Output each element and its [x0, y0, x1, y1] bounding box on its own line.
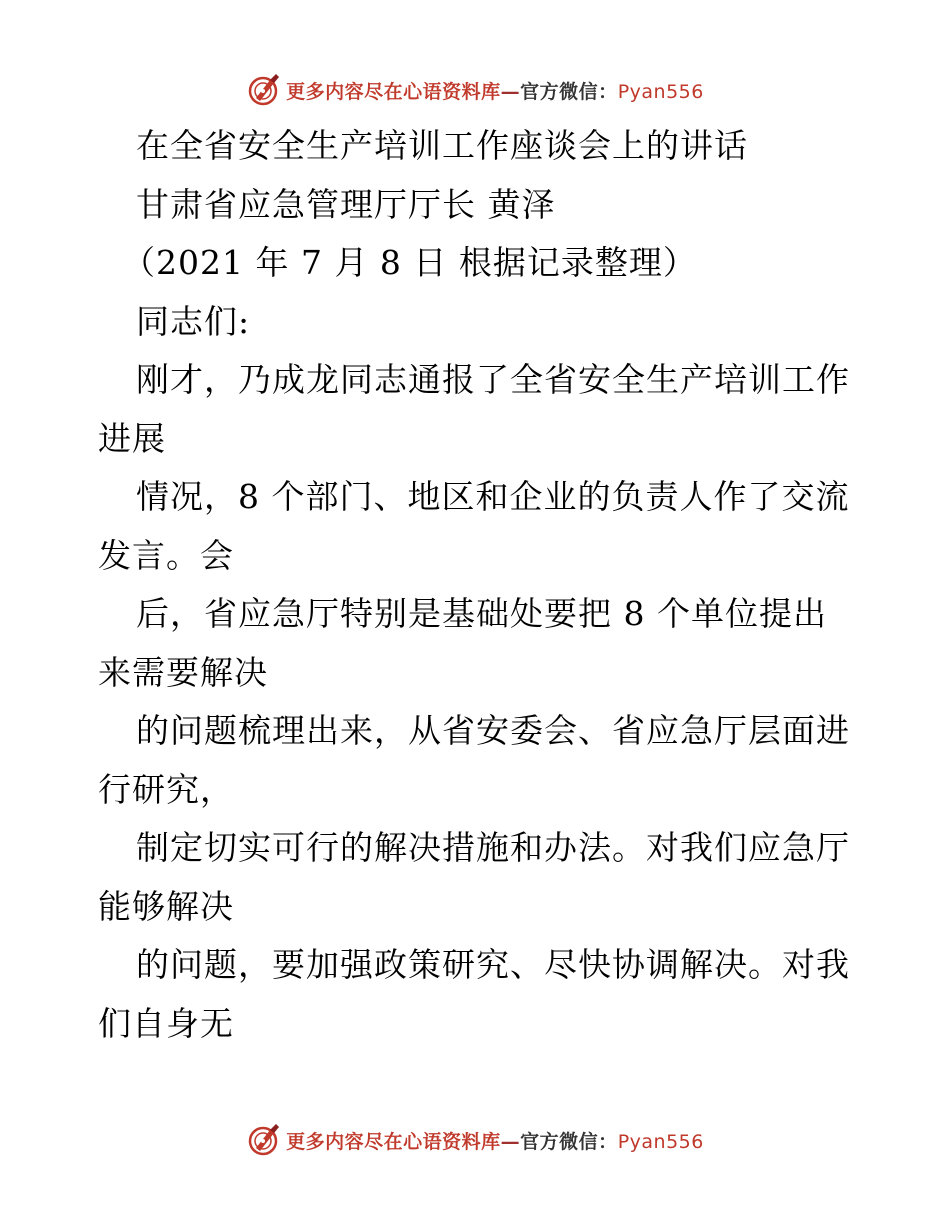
watermark-wechat-label: 官方微信：	[520, 1130, 618, 1153]
document-title: 在全省安全生产培训工作座谈会上的讲话	[136, 126, 748, 165]
document-body	[0, 117, 950, 1053]
watermark-separator: —	[500, 1130, 521, 1153]
body-line: 后，省应急厅特别是基础处要把 8 个单位提出	[136, 594, 827, 633]
body-line: 的问题，要加强政策研究、尽快协调解决。对我	[136, 945, 850, 984]
pen-nib-logo-icon	[246, 1122, 282, 1158]
watermark-group	[246, 72, 704, 108]
watermark-separator: —	[500, 80, 521, 103]
body-line: 发言。会	[98, 535, 234, 575]
body-line: 制定切实可行的解决措施和办法。对我们应急厅	[136, 828, 850, 867]
watermark-group	[246, 1122, 704, 1158]
body-line: 进展	[98, 418, 166, 458]
body-line: 们自身无	[98, 1003, 234, 1043]
pen-nib-logo-icon	[246, 72, 282, 108]
footer-watermark-banner	[0, 1120, 950, 1160]
body-line: 能够解决	[98, 886, 234, 926]
document-speaker: 甘肃省应急管理厅厅长 黄泽	[136, 184, 556, 224]
watermark-text	[286, 1127, 704, 1154]
body-line: 的问题梳理出来，从省安委会、省应急厅层面进	[136, 711, 850, 750]
document-date-note: （2021 年 7 月 8 日 根据记录整理）	[122, 243, 697, 282]
document-salutation: 同志们:	[136, 301, 251, 341]
header-watermark-banner	[0, 70, 950, 110]
watermark-brand: 更多内容尽在心语资料库	[286, 80, 501, 103]
watermark-wechat-id: Pyan556	[617, 80, 704, 103]
body-line: 情况，8 个部门、地区和企业的负责人作了交流	[136, 477, 850, 516]
body-line: 来需要解决	[98, 652, 268, 692]
watermark-wechat-label: 官方微信：	[520, 80, 618, 103]
watermark-brand: 更多内容尽在心语资料库	[286, 1130, 501, 1153]
watermark-text	[286, 77, 704, 104]
watermark-wechat-id: Pyan556	[617, 1130, 704, 1153]
body-line: 刚才，乃成龙同志通报了全省安全生产培训工作	[136, 360, 850, 399]
body-line: 行研究，	[98, 769, 234, 809]
